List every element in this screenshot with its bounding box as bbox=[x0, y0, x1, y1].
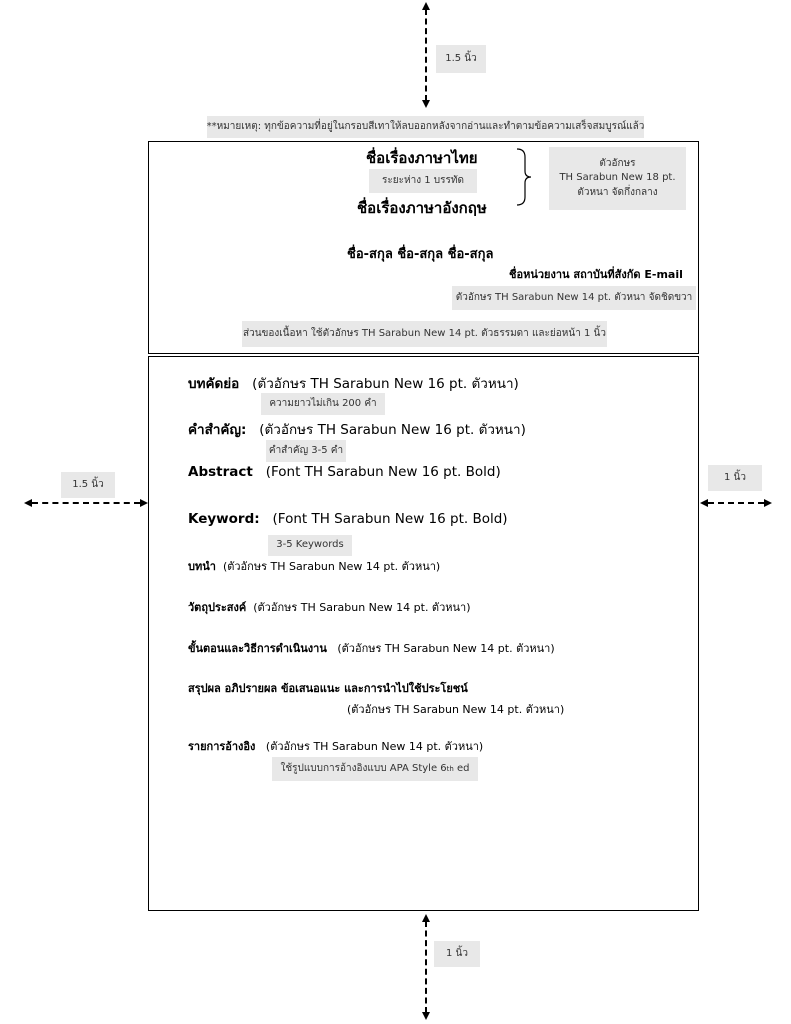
right-margin-arrow-line bbox=[708, 502, 764, 504]
right-margin-arrow-head-right bbox=[764, 499, 772, 507]
intro-label: บทนำ bbox=[188, 560, 216, 573]
left-margin-label: 1.5 นิ้ว bbox=[61, 472, 115, 498]
references-note bbox=[272, 757, 478, 781]
content-note: ส่วนของเนื้อหา ใช้ตัวอักษร TH Sarabun New 14 pt. ตัวธรรมดา และย่อหน้า 1 นิ้ว bbox=[242, 321, 607, 347]
abstract-th-label: บทคัดย่อ bbox=[188, 376, 240, 392]
spacing-note: ระยะห่าง 1 บรรทัด bbox=[369, 169, 477, 193]
keywords-en-hint: (Font TH Sarabun New 16 pt. Bold) bbox=[272, 511, 508, 527]
title-font-note-line-1: ตัวอักษร bbox=[599, 157, 636, 169]
intro-hint: (ตัวอักษร TH Sarabun New 14 pt. ตัวหนา) bbox=[222, 560, 441, 573]
methods-label: ขั้นตอนและวิธีการดำเนินงาน bbox=[188, 642, 327, 655]
objectives-heading bbox=[188, 598, 471, 616]
top-margin-arrow-head-down bbox=[422, 100, 430, 108]
abstract-th-heading bbox=[188, 372, 519, 394]
references-hint: (ตัวอักษร TH Sarabun New 14 pt. ตัวหนา) bbox=[265, 740, 484, 753]
right-margin-label: 1 นิ้ว bbox=[708, 465, 762, 491]
keywords-th-note: คำสำคัญ 3-5 คำ bbox=[266, 440, 346, 462]
authors: ชื่อ-สกุล ชื่อ-สกุล ชื่อ-สกุล bbox=[347, 247, 494, 262]
title-font-note bbox=[549, 147, 686, 210]
references-heading bbox=[188, 737, 483, 755]
conclusion-label: สรุปผล อภิปรายผล ข้อเสนอแนะ และการนำไปใช้ประโยชน์ bbox=[188, 682, 468, 695]
left-margin-arrow-head-left bbox=[24, 499, 32, 507]
keywords-th-heading bbox=[188, 418, 526, 440]
objectives-hint: (ตัวอักษร TH Sarabun New 14 pt. ตัวหนา) bbox=[253, 601, 471, 614]
references-note-text: ใช้รูปแบบการอ้างอิงแบบ APA Style 6 bbox=[280, 762, 447, 774]
abstract-en-label: Abstract bbox=[188, 464, 253, 480]
keywords-en-label: Keyword: bbox=[188, 511, 260, 527]
left-margin-arrow-line bbox=[32, 502, 140, 504]
keywords-en-heading bbox=[188, 511, 508, 527]
methods-hint: (ตัวอักษร TH Sarabun New 14 pt. ตัวหนา) bbox=[337, 642, 555, 655]
abstract-en-hint: (Font TH Sarabun New 16 pt. Bold) bbox=[265, 464, 501, 480]
affiliation: ชื่อหน่วยงาน สถาบันที่สังกัด E-mail bbox=[509, 268, 683, 281]
bottom-margin-arrow-line bbox=[425, 921, 427, 1013]
intro-heading bbox=[188, 557, 440, 575]
conclusion-hint: (ตัวอักษร TH Sarabun New 14 pt. ตัวหนา) bbox=[347, 703, 565, 716]
conclusion-heading bbox=[188, 679, 468, 697]
thai-title: ชื่อเรื่องภาษาไทย bbox=[366, 149, 478, 167]
objectives-label: วัตถุประสงค์ bbox=[188, 601, 247, 614]
affiliation-note: ตัวอักษร TH Sarabun New 14 pt. ตัวหนา จัดชิดขวา bbox=[452, 286, 696, 310]
top-margin-label: 1.5 นิ้ว bbox=[436, 45, 486, 73]
title-font-note-line-2: TH Sarabun New 18 pt. bbox=[559, 172, 676, 184]
abstract-th-note: ความยาวไม่เกิน 200 คำ bbox=[261, 393, 385, 415]
references-label: รายการอ้างอิง bbox=[188, 740, 256, 753]
top-margin-arrow-line bbox=[425, 9, 427, 101]
keywords-en-note: 3-5 Keywords bbox=[268, 535, 352, 556]
bottom-margin-label: 1 นิ้ว bbox=[434, 941, 480, 967]
references-note-suffix: ed bbox=[453, 762, 470, 774]
references-note-sup: th bbox=[446, 764, 454, 773]
methods-heading bbox=[188, 639, 555, 657]
english-title: ชื่อเรื่องภาษาอังกฤษ bbox=[357, 199, 487, 217]
abstract-en-heading bbox=[188, 464, 501, 480]
keywords-th-label: คำสำคัญ: bbox=[188, 422, 247, 438]
keywords-th-hint: (ตัวอักษร TH Sarabun New 16 pt. ตัวหนา) bbox=[259, 422, 526, 438]
remark-note: **หมายเหตุ: ทุกข้อความที่อยู่ในกรอบสีเทาให้ลบออกหลังจากอ่านและทำตามข้อความเสร็จสมบูรณ์แล้ว bbox=[207, 116, 644, 138]
right-margin-arrow-head-left bbox=[700, 499, 708, 507]
title-brace bbox=[515, 147, 539, 207]
bottom-margin-arrow-head-down bbox=[422, 1012, 430, 1020]
title-font-note-line-3: ตัวหนา จัดกึ่งกลาง bbox=[577, 186, 658, 198]
left-margin-arrow-head-right bbox=[140, 499, 148, 507]
abstract-th-hint: (ตัวอักษร TH Sarabun New 16 pt. ตัวหนา) bbox=[252, 376, 519, 392]
